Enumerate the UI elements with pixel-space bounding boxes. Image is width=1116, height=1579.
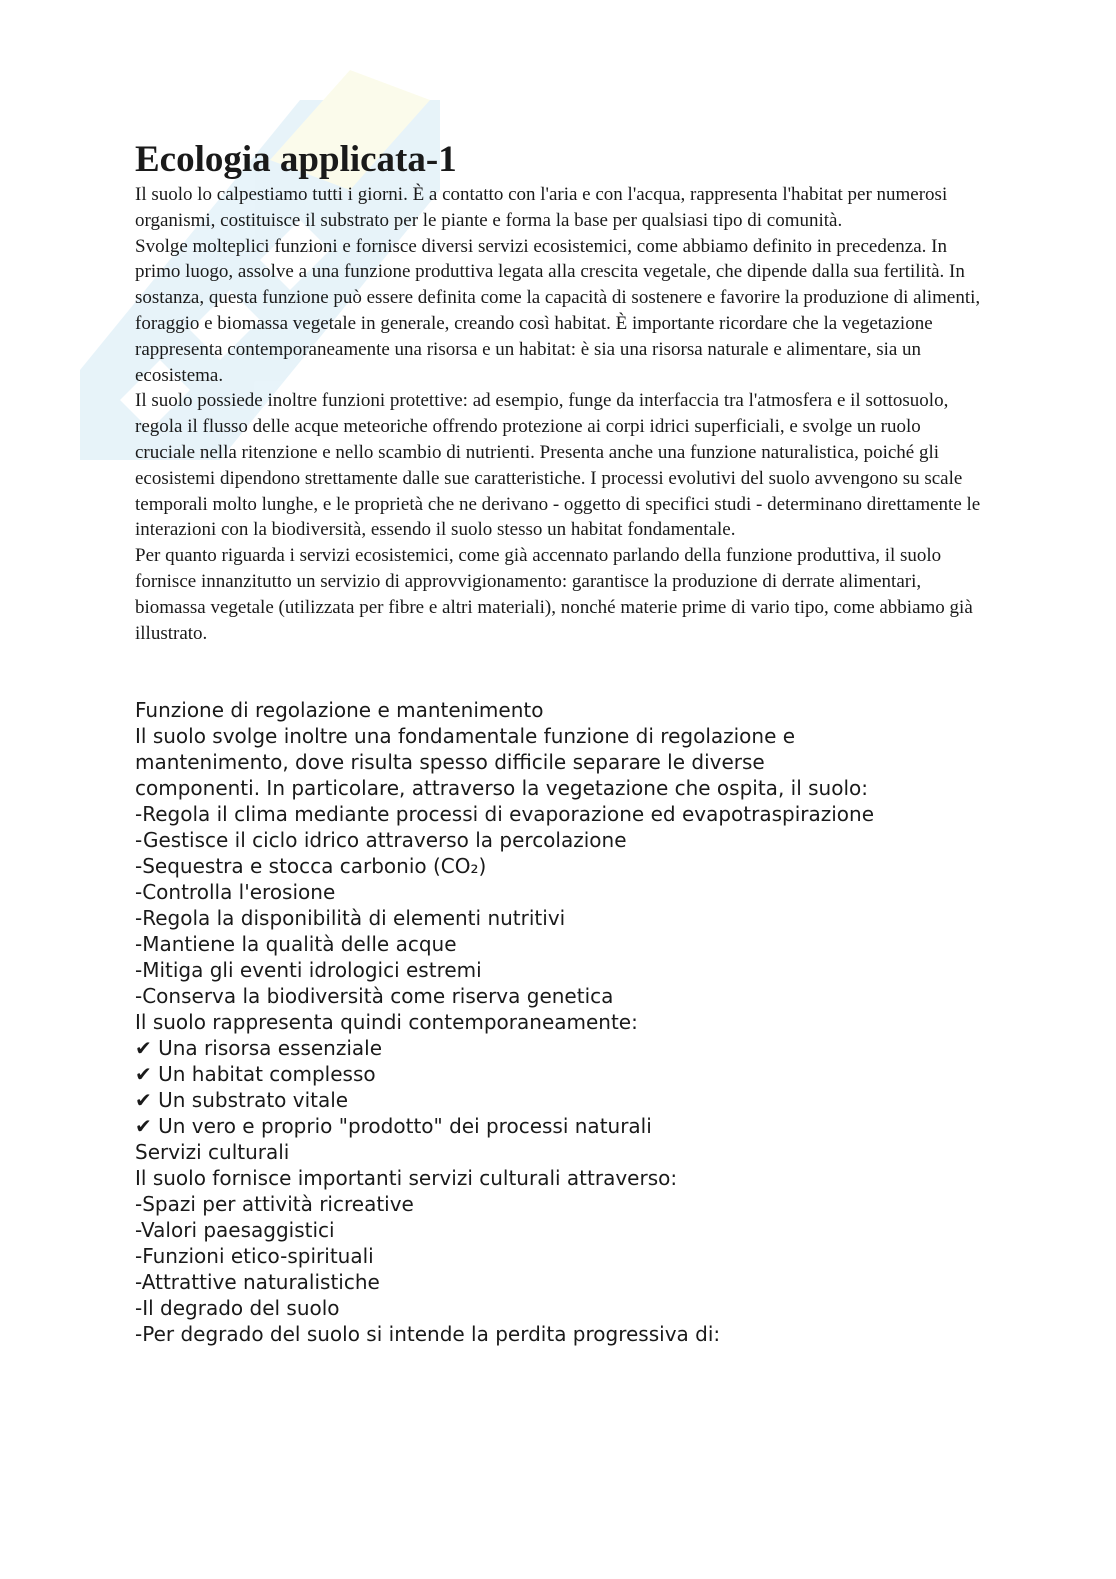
list-item: -Mitiga gli eventi idrologici estremi (135, 958, 482, 983)
list-item: -Gestisce il ciclo idrico attraverso la percolazione (135, 828, 627, 853)
checklist-item: ✔ Un substrato vitale (135, 1088, 349, 1113)
list-item: -Spazi per attività ricreative (135, 1192, 414, 1217)
list-item: -Attrattive naturalistiche (135, 1270, 380, 1295)
text-line: componenti. In particolare, attraverso la vegetazione che ospita, il suolo: (135, 776, 868, 801)
regulation-section (135, 697, 985, 1347)
document-title: Ecologia applicata-1 (135, 139, 457, 180)
text-line: Il suolo svolge inoltre una fondamentale funzione di regolazione e (135, 724, 796, 749)
checklist-item: ✔ Un vero e proprio "prodotto" dei processi naturali (135, 1114, 652, 1139)
list-item: -Conserva la biodiversità come riserva genetica (135, 984, 614, 1009)
checklist-item: ✔ Una risorsa essenziale (135, 1036, 383, 1061)
list-item: -Per degrado del suolo si intende la perdita progressiva di: (135, 1322, 721, 1347)
list-item: -Controlla l'erosione (135, 880, 336, 905)
checklist-item: ✔ Un habitat complesso (135, 1062, 376, 1087)
paragraph: Il suolo lo calpestiamo tutti i giorni. È a contatto con l'aria e con l'acqua, rappresenta l'habitat per numerosi organismi, costituisce il substrato per le piante e forma la base per qualsiasi tipo di comunità. (135, 184, 948, 231)
text-line: Il suolo fornisce importanti servizi culturali attraverso: (135, 1166, 678, 1191)
section-heading: Servizi culturali (135, 1140, 290, 1165)
intro-section (135, 182, 985, 646)
document-page (135, 138, 985, 1347)
list-item: -Valori paesaggistici (135, 1218, 335, 1243)
list-item: -Mantiene la qualità delle acque (135, 932, 457, 957)
text-line: mantenimento, dove risulta spesso difficile separare le diverse (135, 750, 765, 775)
list-item: -Regola la disponibilità di elementi nutritivi (135, 906, 566, 931)
text-line: Il suolo rappresenta quindi contemporaneamente: (135, 1010, 638, 1035)
list-item: -Regola il clima mediante processi di evaporazione ed evapotraspirazione (135, 802, 875, 827)
section-heading: Funzione di regolazione e mantenimento (135, 698, 544, 723)
list-item: -Sequestra e stocca carbonio (CO₂) (135, 854, 487, 879)
paragraph: Il suolo possiede inoltre funzioni protettive: ad esempio, funge da interfaccia tra l'atmosfera e il sottosuolo, regola il flusso delle acque meteoriche offrendo protezione ai corpi idrici superficiali, e svolge un ruolo cruciale nella ritenzione e nello scambio di nutrienti. Presenta anche una funzione naturalistica, poiché gli ecosistemi dipendono strettamente dalle sue caratteristiche. I processi evolutivi del suolo avvengono su scale temporali molto lunghe, e le proprietà che ne derivano - oggetto di specifici studi - determinano direttamente le interazioni con la biodiversità, essendo il suolo stesso un habitat fondamentale. (135, 390, 981, 541)
paragraph: Per quanto riguarda i servizi ecosistemici, come già accennato parlando della funzione produttiva, il suolo fornisce innanzitutto un servizio di approvvigionamento: garantisce la produzione di derrate alimentari, biomassa vegetale (utilizzata per fibre e altri materiali), nonché materie prime di vario tipo, come abbiamo già illustrato. (135, 545, 973, 644)
paragraph: Svolge molteplici funzioni e fornisce diversi servizi ecosistemici, come abbiamo definito in precedenza. In primo luogo, assolve a una funzione produttiva legata alla crescita vegetale, che dipende dalla sua fertilità. In sostanza, questa funzione può essere definita come la capacità di sostenere e favorire la produzione di alimenti, foraggio e biomassa vegetale in generale, creando così habitat. È importante ricordare che la vegetazione rappresenta contemporaneamente una risorsa e un habitat: è sia una risorsa naturale e alimentare, sia un ecosistema. (135, 235, 981, 386)
spacer (135, 646, 985, 697)
list-item: -Il degrado del suolo (135, 1296, 340, 1321)
list-item: -Funzioni etico-spirituali (135, 1244, 374, 1269)
